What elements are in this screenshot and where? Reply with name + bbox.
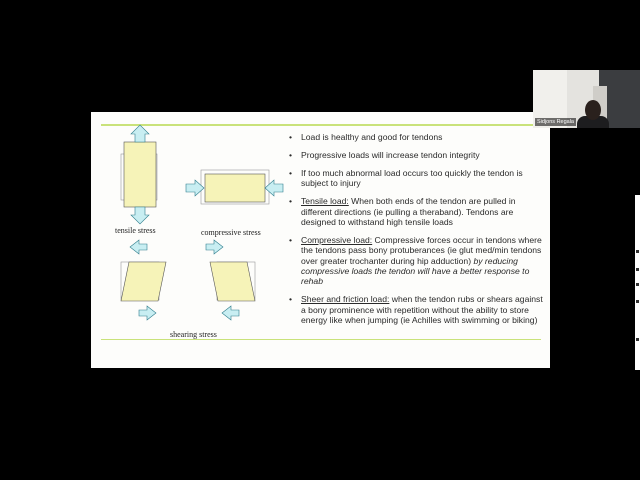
- compressive-arrow-left: [186, 180, 204, 196]
- presentation-slide: [91, 112, 550, 368]
- bullet-text: When both ends of the tendon are pulled in different directions (ie pulling a theraband). Tendons are designed to withstand high tensile loads: [301, 196, 516, 227]
- tensile-block: [124, 142, 156, 207]
- shear-left-arrow-top: [130, 240, 147, 254]
- compressive-block: [205, 174, 265, 202]
- bullet-heading: Sheer and friction load:: [301, 294, 390, 305]
- bullet-emphasis: by reducing compressive loads the tendon will have a better response to rehab: [301, 255, 530, 287]
- shear-right-arrow-top: [206, 240, 223, 254]
- bullet-text: when the tendon rubs or shears against a bony prominence with repetition without the ability to store energy like when jumping (ie Achilles with swimming or biking): [301, 294, 543, 326]
- edge-mark: [636, 250, 639, 253]
- shear-right-arrow-bottom: [222, 306, 239, 320]
- bullet-text: Load is healthy and good for tendons: [301, 132, 443, 142]
- shear-left-block: [121, 262, 166, 301]
- bullet-text: Compressive forces occur in tendons where the tendons pass bony protuberances (ie glut med/min tendons over greater trochanter during hip adduction): [301, 234, 542, 266]
- bullet-heading: Tensile load:: [301, 196, 349, 207]
- bullet-item: [289, 132, 544, 142]
- shear-left-arrow-bottom: [139, 306, 156, 320]
- participant-name-label: Sidjons Regala: [537, 119, 574, 125]
- bullet-text: Progressive loads will increase tendon integrity: [301, 149, 480, 160]
- tensile-arrow-down: [131, 207, 149, 224]
- bullet-item: [289, 235, 544, 287]
- compressive-arrow-right: [265, 180, 283, 196]
- bullet-item: [289, 196, 544, 227]
- participant-head: [585, 100, 601, 120]
- edge-mark: [636, 300, 639, 303]
- tensile-stress-label: tensile stress: [115, 226, 156, 235]
- compressive-stress-label: compressive stress: [201, 228, 261, 237]
- bullet-item: [289, 168, 544, 189]
- shear-right-block: [210, 262, 255, 301]
- participant-video-tile[interactable]: [533, 70, 640, 128]
- edge-mark: [636, 283, 639, 286]
- stress-diagrams: [91, 112, 291, 368]
- edge-mark: [636, 268, 639, 271]
- shearing-stress-label: shearing stress: [170, 330, 217, 339]
- bullet-text: If too much abnormal load occurs too quickly the tendon is subject to injury: [301, 167, 523, 189]
- edge-mark: [636, 338, 639, 341]
- tensile-arrow-up: [131, 125, 149, 142]
- bullet-item: [289, 150, 544, 160]
- bullet-list: [289, 132, 544, 333]
- bullet-heading: Compressive load:: [301, 234, 373, 245]
- bullet-item: [289, 294, 544, 325]
